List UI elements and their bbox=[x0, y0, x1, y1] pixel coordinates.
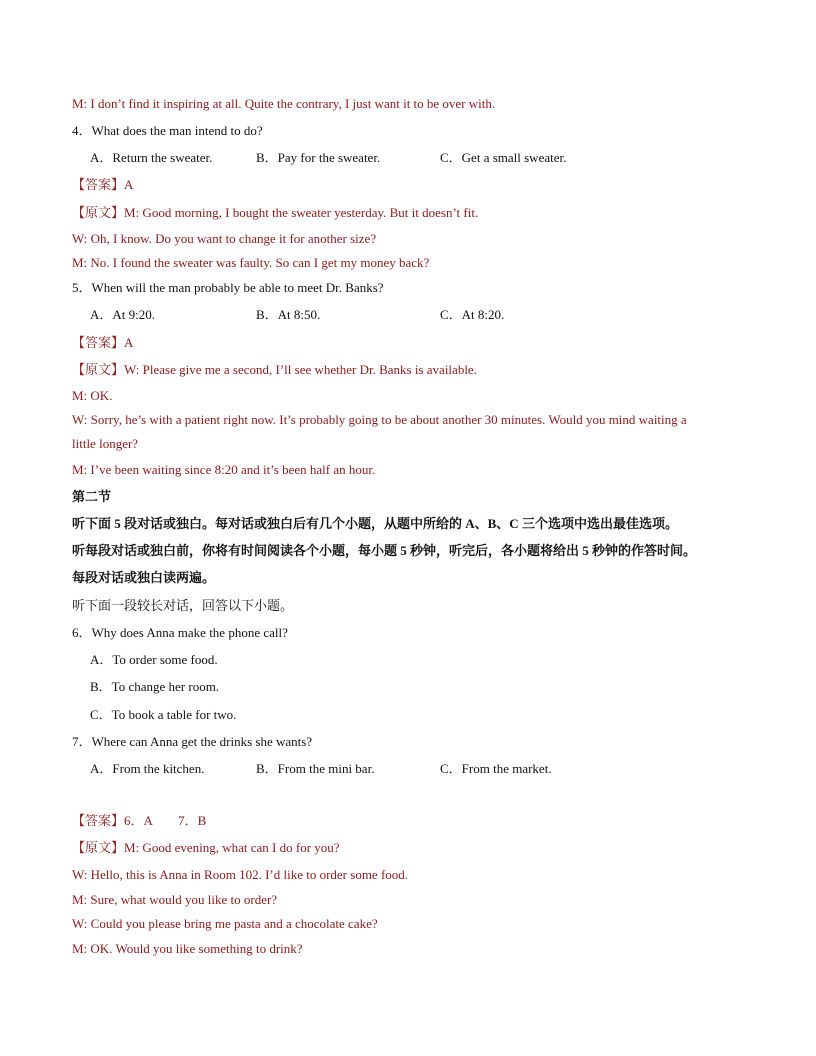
transcript-6-line-3: M: Sure, what would you like to order? bbox=[72, 892, 278, 907]
transcript-4-line-3: M: No. I found the sweater was faulty. So can I get my money back? bbox=[72, 255, 430, 270]
question-7: 7．Where can Anna get the drinks she wants? bbox=[72, 734, 313, 749]
transcript-5-line-2: M: OK. bbox=[72, 388, 113, 403]
option-a: A．At 9:20. bbox=[90, 307, 156, 322]
question-6: 6．Why does Anna make the phone call? bbox=[72, 625, 288, 640]
transcript-5-line-3: W: Sorry, he’s with a patient right now. It’s probably going to be about another 30 minutes. Would you mind waiting a bbox=[72, 412, 687, 427]
transcript-6-line-4: W: Could you please bring me pasta and a chocolate cake? bbox=[72, 916, 378, 931]
dialogue-line: M: I don’t find it inspiring at all. Quite the contrary, I just want it to be over with. bbox=[72, 96, 496, 111]
answer-value: 6．A 7．B bbox=[124, 813, 207, 828]
answer-6-7 bbox=[72, 813, 206, 829]
transcript-4-line-2: W: Oh, I know. Do you want to change it for another size? bbox=[72, 231, 377, 246]
answer-value: A bbox=[124, 335, 134, 350]
option-b: B．Pay for the sweater. bbox=[256, 150, 381, 165]
option-b: B．From the mini bar. bbox=[256, 761, 375, 776]
transcript-5-line-4: M: I’ve been waiting since 8:20 and it’s been half an hour. bbox=[72, 462, 376, 477]
section-heading: 第二节 bbox=[72, 489, 112, 504]
transcript-4-line-1: 【原文】M: Good morning, I bought the sweater yesterday. But it doesn’t fit. bbox=[72, 205, 479, 220]
transcript-5-line-1: 【原文】W: Please give me a second, I’ll see whether Dr. Banks is available. bbox=[72, 362, 477, 377]
question-4: 4．What does the man intend to do? bbox=[72, 123, 263, 138]
question-5-options bbox=[90, 307, 504, 323]
instruction-line-1: 听下面 5 段对话或独白。每对话或独白后有几个小题，从题中所给的 A、B、C 三个选项中选出最佳选项。 bbox=[72, 516, 678, 531]
transcript-5-line-3-cont: little longer? bbox=[72, 436, 139, 451]
answer-5 bbox=[72, 335, 133, 351]
answer-tag: 【答案】 bbox=[72, 177, 125, 192]
option-a: A．Return the sweater. bbox=[90, 150, 213, 165]
transcript-6-line-5: M: OK. Would you like something to drink? bbox=[72, 941, 303, 956]
transcript-tag: 【原文】 bbox=[72, 840, 125, 855]
answer-tag: 【答案】 bbox=[72, 335, 125, 350]
instruction-line-2: 听每段对话或独白前，你将有时间阅读各个小题，每小题 5 秒钟，听完后，各小题将给出 5 秒钟的作答时间。 bbox=[72, 543, 697, 558]
option-b: B．At 8:50. bbox=[256, 307, 321, 322]
option-a: A．From the kitchen. bbox=[90, 761, 205, 776]
option-c: C．From the market. bbox=[440, 761, 552, 776]
question-5: 5．When will the man probably be able to meet Dr. Banks? bbox=[72, 280, 384, 295]
question-6-option-a: A．To order some food. bbox=[90, 652, 218, 667]
option-c: C．Get a small sweater. bbox=[440, 150, 567, 165]
question-7-options bbox=[90, 761, 552, 777]
transcript-6-line-2: W: Hello, this is Anna in Room 102. I’d like to order some food. bbox=[72, 867, 409, 882]
transcript-tag: 【原文】 bbox=[72, 362, 125, 377]
instruction-line-3: 每段对话或独白读两遍。 bbox=[72, 570, 216, 585]
answer-4 bbox=[72, 177, 133, 193]
listen-instruction: 听下面一段较长对话，回答以下小题。 bbox=[72, 598, 294, 613]
answer-tag: 【答案】 bbox=[72, 813, 125, 828]
transcript-6-line-1: 【原文】M: Good evening, what can I do for you? bbox=[72, 840, 340, 855]
option-c: C．At 8:20. bbox=[440, 307, 505, 322]
question-6-option-c: C．To book a table for two. bbox=[90, 707, 237, 722]
question-4-options bbox=[90, 150, 566, 166]
transcript-tag: 【原文】 bbox=[72, 205, 125, 220]
answer-value: A bbox=[124, 177, 134, 192]
question-6-option-b: B．To change her room. bbox=[90, 679, 220, 694]
